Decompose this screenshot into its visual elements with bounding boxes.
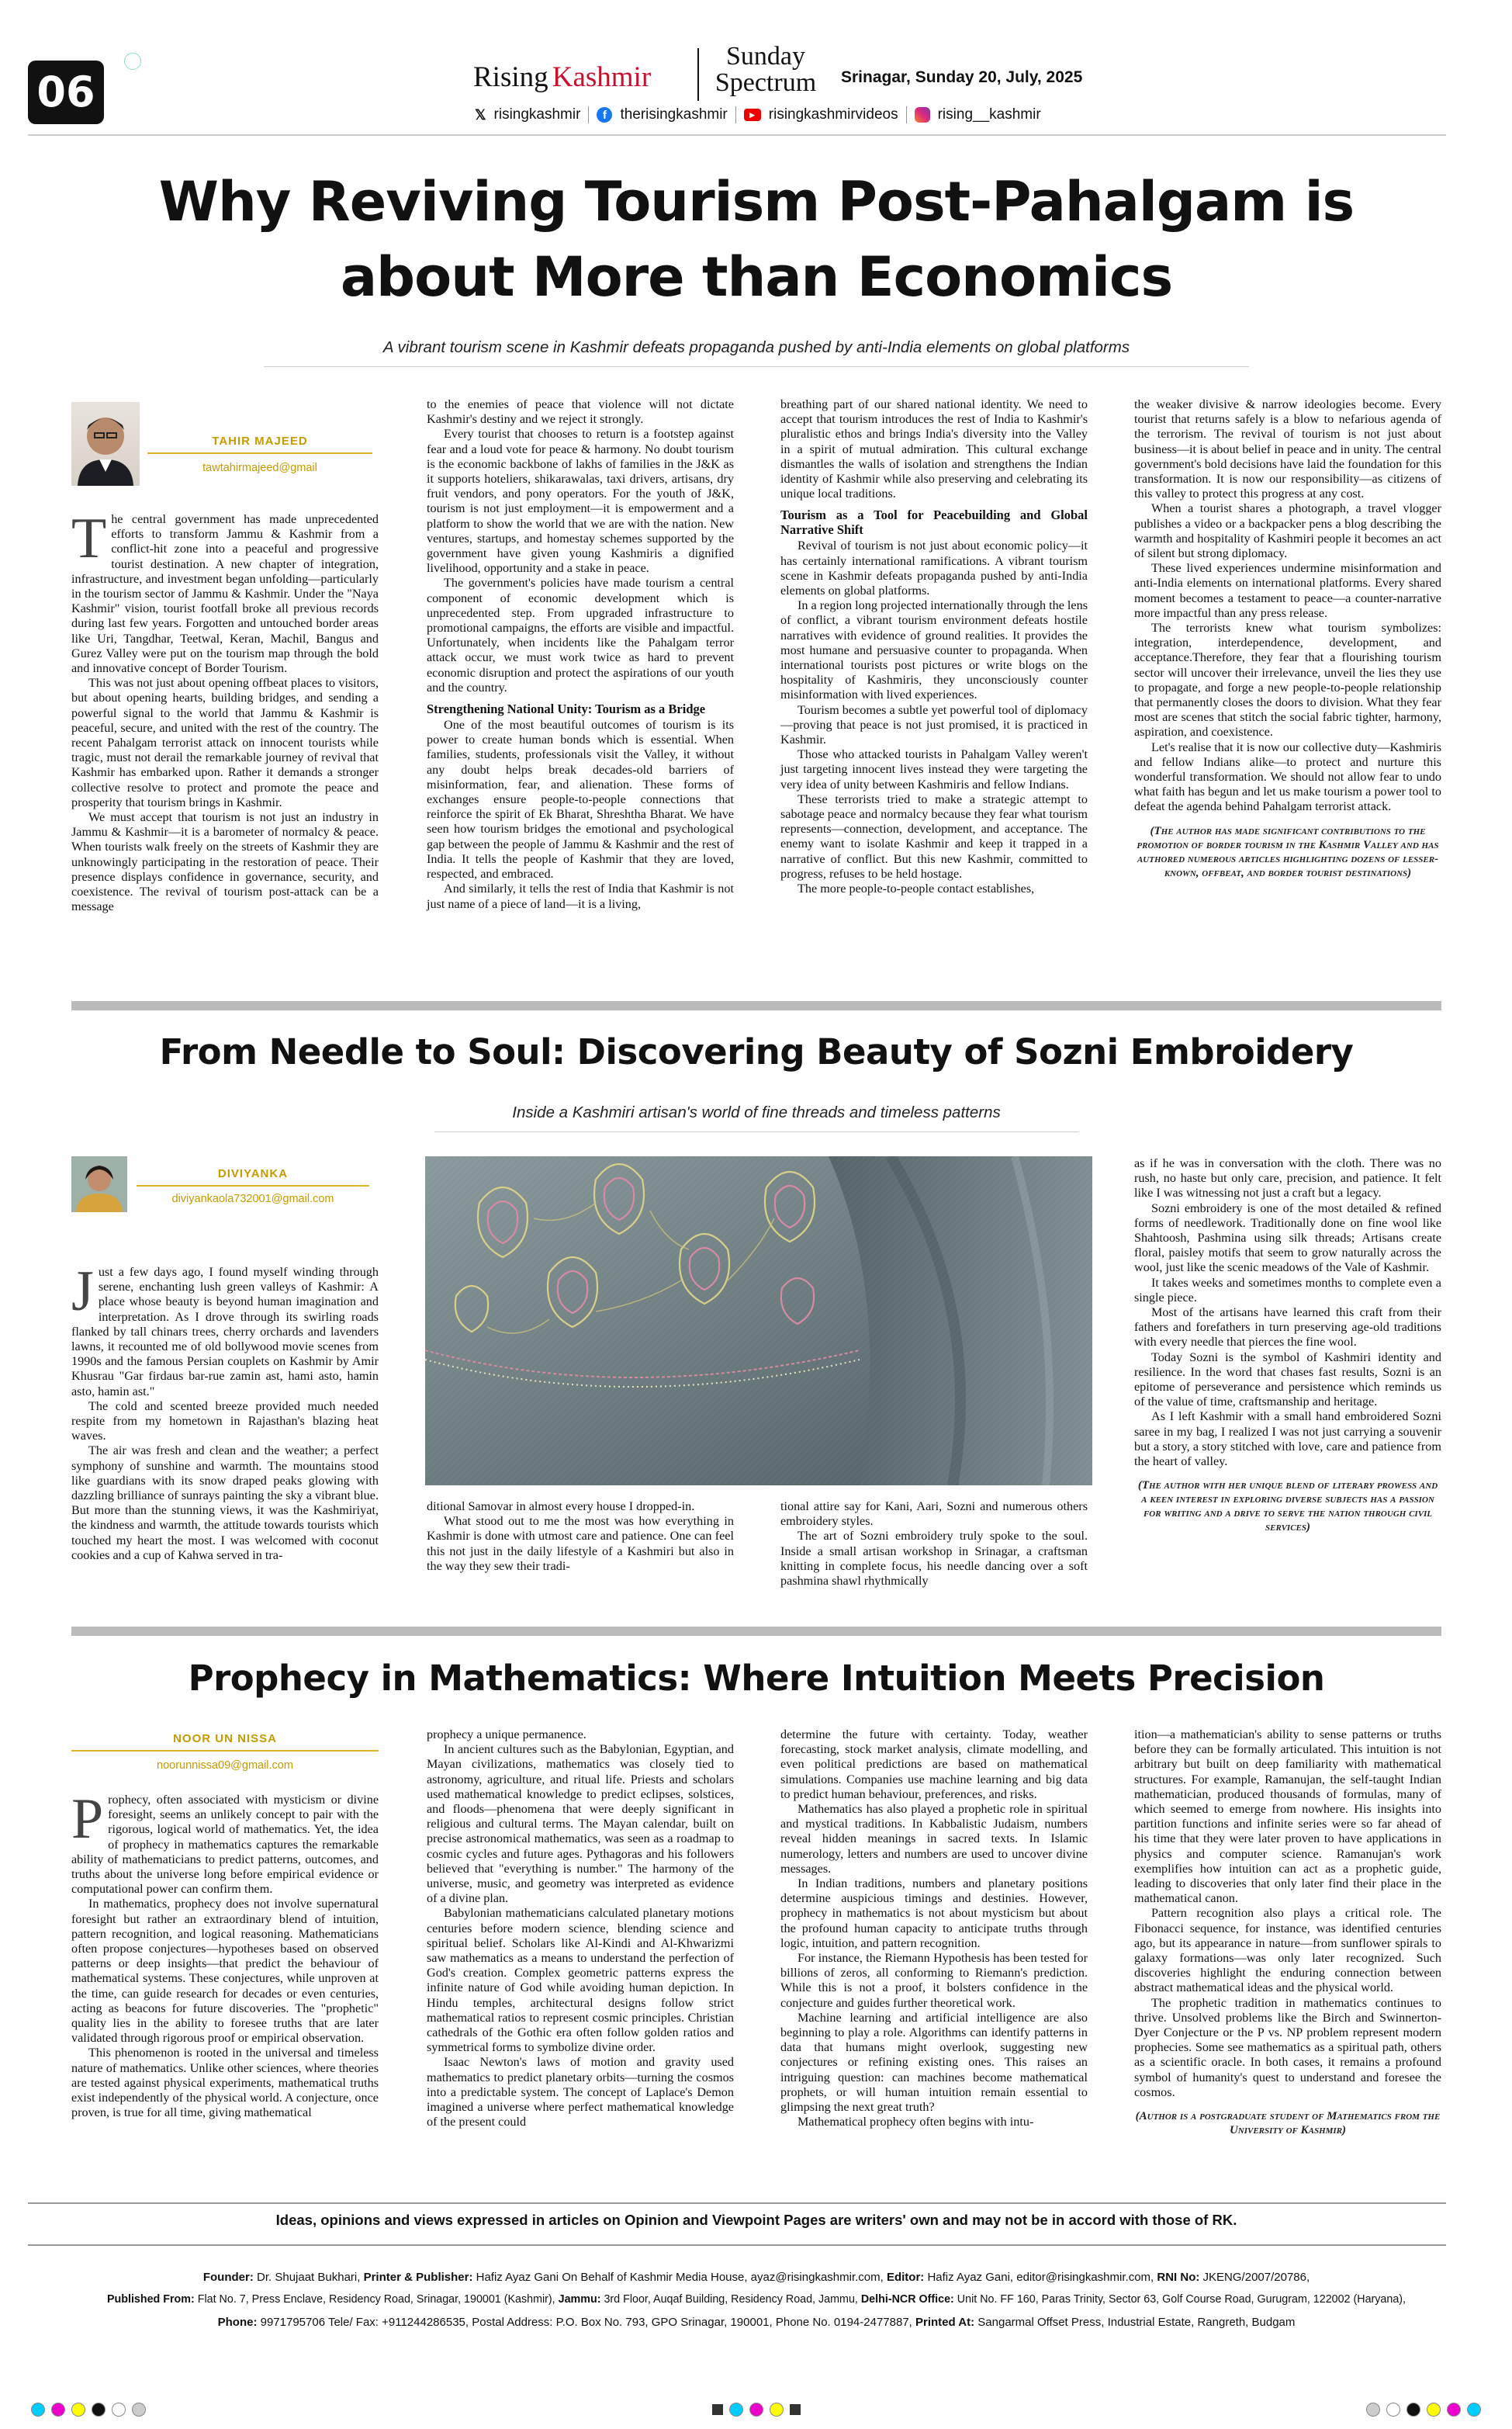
- article3-author-name: NOOR UN NISSA: [173, 1732, 277, 1745]
- registration-dot: [729, 2403, 743, 2417]
- social-divider: [588, 106, 589, 123]
- edition-top: Sunday: [726, 42, 805, 71]
- article1-author-email[interactable]: tawtahirmajeed@gmail: [202, 462, 317, 474]
- registration-dot: [132, 2403, 146, 2417]
- facebook-icon: f: [597, 107, 612, 123]
- article1-author-name: TAHIR MAJEED: [212, 435, 308, 448]
- social-handle-instagram[interactable]: rising__kashmir: [937, 106, 1041, 123]
- registration-dot: [1467, 2403, 1481, 2417]
- article1-paragraph: One of the most beautiful outcomes of tourism is its power to create human bonds which is essential. When families, students, professionals visit the Valley, it without any doubt helps break decades-old barriers of misinformation, fear, and alienation. These forms of exchanges ensure people-to-people connections that reinforce the spirit of Ek Bharat, Shreshtha Bharat. We have seen how tourism bridges the emotional and psychological gap between the people of Jammu & Kashmir and the rest of India. It tells the people of Kashmir that they are loved, respected, and embraced.: [427, 718, 734, 882]
- color-bar-left: [31, 2403, 146, 2417]
- article2-headline: From Needle to Soul: Discovering Beauty of Sozni Embroidery: [159, 1031, 1354, 1072]
- registration-square: [712, 2404, 723, 2415]
- article2-column-3: [780, 1499, 1088, 1589]
- article1-paragraph: breathing part of our shared national identity. We need to accept that tourism introduces the rest of India to Kashmir's pluralistic ethos and brings India's diversity into the Valley in a spirit of mutual admiration. This cultural exchange dismantles the walls of isolation and strengthens the Indian identity of Kashmir while also preserving and celebrating its unique local traditions.: [780, 397, 1088, 501]
- imprint-line-2: [28, 2289, 1485, 2311]
- article1-paragraph: The government's policies have made tourism a central component of economic development which is unprecedented step. From upgraded infrastructure to promotional campaigns, the efforts are visible and impactful. Unfortunately, when incidents like the Pahalgam terror attack occur, we must work twice as hard to prevent economic disruption and protect the aspirations of our youth and the country.: [427, 576, 734, 695]
- imprint-text: 9971795706 Tele/ Fax: +911244286535, Postal Address: P.O. Box No. 793, GPO Srinagar, 190001, Phone No. 0194-2477887,: [260, 2316, 912, 2329]
- print-registration-strip: [0, 2401, 1512, 2418]
- article2-paragraph: The art of Sozni embroidery truly spoke to the soul. Inside a small artisan workshop in Srinagar, a craftsman knitting in complete focus, his needle dancing over a soft pashmina shawl rhythmically: [780, 1529, 1088, 1589]
- article3-column-1: [71, 1787, 379, 2120]
- social-handle-x[interactable]: risingkashmir: [493, 106, 581, 123]
- article3-author-rule: [71, 1750, 379, 1752]
- registration-dot: [51, 2403, 65, 2417]
- x-icon: 𝕏: [475, 106, 486, 123]
- imprint-label: Founder:: [202, 2271, 254, 2284]
- article2-paragraph: The air was fresh and clean and the weather; a perfect symphony of sunshine and warmth. The mountains stood like guardians with its snow draped peaks glowing with dazzling brilliance of sunrays painting the sky a vibrant blue. But more than the stunning views, it was the Kashmiriyat, the kindness and warmth, the attitude towards tourists which touched my heart the most. I was welcomed with coconut cookies and a cup of Kahwa served in tra-: [71, 1443, 379, 1562]
- article2-author-photo: [71, 1156, 127, 1212]
- imprint-label: Printer & Publisher:: [363, 2271, 473, 2284]
- social-handle-youtube[interactable]: risingkashmirvideos: [768, 106, 898, 123]
- article3-column-2: [427, 1727, 734, 2129]
- social-divider: [906, 106, 907, 123]
- article3-paragraph: The prophetic tradition in mathematics continues to thrive. Unsolved problems like the Birch and Swinnerton-Dyer Conjecture or the P vs. NP problem represent modern prophecies. Some see mathematics as a spiritual path, others as a scientific oracle. In both cases, it remains a profound symbol of humanity's quest to understand and foresee the cosmos.: [1134, 1995, 1441, 2099]
- imprint-label: Phone:: [217, 2316, 258, 2329]
- article1-paragraph: Those who attacked tourists in Pahalgam Valley weren't just targeting innocent lives instead they were targeting the very idea of unity between Kashmiris and fellow Indians.: [780, 747, 1088, 792]
- article2-paragraph: Most of the artisans have learned this craft from their fathers and forefathers in turn preserving age-old traditions with every needle that pierces the fine wool.: [1134, 1305, 1441, 1350]
- imprint-label: Editor:: [886, 2271, 925, 2284]
- article3-paragraph: This phenomenon is rooted in the universal and timeless nature of mathematics. Unlike other sciences, where theories are tested against physical experiments, mathematical truths exist independently of the physical world. A conjecture, once proven, is true for all time, giving mathematical: [71, 2046, 379, 2120]
- article2-paragraph: as if he was in conversation with the cloth. There was no rush, no haste but only care, precision, and patience. It felt like I was witnessing not just a craft but a legacy.: [1134, 1156, 1441, 1201]
- brand-divider: [697, 48, 699, 101]
- article2-paragraph: As I left Kashmir with a small hand embroidered Sozni saree in my bag, I realized I was not just carrying a souvenir but a story, a story stitched with love, care and patience from the heart of valley.: [1134, 1409, 1441, 1469]
- article2-paragraph: It takes weeks and sometimes months to complete even a single piece.: [1134, 1275, 1441, 1305]
- article1-paragraph: The more people-to-people contact establishes,: [798, 882, 1035, 896]
- article2-paragraph: tional attire say for Kani, Aari, Sozni and numerous others embroidery styles.: [780, 1499, 1088, 1529]
- article2-paragraph: What stood out to me the most was how everything in Kashmir is done with utmost care and patience. One can feel this not just in the daily lifestyle of a Kashmiri but also in the way they sew their tradi-: [427, 1514, 734, 1573]
- registration-dot: [1447, 2403, 1461, 2417]
- article2-column-2: [427, 1499, 734, 1574]
- article3-paragraph: Babylonian mathematicians calculated planetary motions centuries before modern science, blending science and spiritual belief. Scholars like Al-Kindi and Al-Khwarizmi saw mathematics as a means to understand the perfection of God's creation. Complex geometric patterns express the infinite nature of God while avoiding human depiction. In Hindu temples, architectural designs follow strict mathematical ratios to represent cosmic principles. Christian cathedrals of the Gothic era often follow golden ratios and symmetrical forms to symbolize divine order.: [427, 1906, 734, 2055]
- article1-paragraph: In a region long projected internationally through the lens of conflict, a vibrant tourism environment defeats hostile narratives with evidence of ground realities. It provides the most humane and persuasive counter to propaganda. When international tourists post pictures or write blogs on the hospitality of Kashmiris, they unconsciously counter misinformation with lived experiences.: [780, 598, 1088, 702]
- article1-subheading: Tourism as a Tool for Peacebuilding and Global Narrative Shift: [780, 508, 1088, 538]
- article1-subheading: Strengthening National Unity: Tourism as a Bridge: [427, 702, 706, 717]
- imprint-label: Delhi-NCR Office:: [860, 2293, 954, 2306]
- youtube-icon: ▶: [744, 109, 761, 121]
- article1-title-line1: Why Reviving Tourism Post-Pahalgam is: [158, 170, 1355, 234]
- registration-mark: [124, 53, 141, 70]
- imprint: [28, 2266, 1485, 2334]
- article1-paragraph: These terrorists tried to make a strategic attempt to sabotage peace and normalcy because they fear what tourism represents—connection, development, and acceptance. The enemy want to isolate Kashmir and keep it trapped in a narrative of conflict. But this new Kashmir, committed to progress, refuses to be held hostage.: [780, 792, 1088, 881]
- article2-column-1: [71, 1260, 379, 1563]
- article1-column-4: [1134, 397, 1441, 880]
- section-separator: [71, 1627, 1441, 1636]
- article3-paragraph: For instance, the Riemann Hypothesis has been tested for billions of zeros, all conforming to Riemann's prediction. While this is not a proof, it bolsters confidence in the conjecture and guides further theoretical work.: [780, 1951, 1088, 2010]
- article1-paragraph: This was not just about opening offbeat places to visitors, but about opening hearts, building bridges, and sending a powerful signal to the world that Jammu & Kashmir is peaceful, secure, and united with the rest of the country. The recent Pahalgam terrorist attack on innocent tourists while tragic, must not derail the remarkable journey of revival that Kashmir has embarked upon. Rather it demands a stronger collective resolve to protect and promote the peace and prosperity that tourism brings in Kashmir.: [71, 676, 379, 809]
- imprint-text: Hafiz Ayaz Gani On Behalf of Kashmir Media House, ayaz@risingkashmir.com,: [476, 2271, 884, 2284]
- article3-paragraph: Mathematics has also played a prophetic role in spiritual and mystical traditions. In Kabbalistic Judaism, numbers reveal hidden meanings in sacred texts. In Islamic numerology, letters and numbers are used to uncover divine messages.: [780, 1802, 1088, 1876]
- article1-column-3: [780, 397, 1088, 896]
- article1-dek-rule: [264, 366, 1249, 367]
- article3-paragraph: In mathematics, prophecy does not involve supernatural foresight but rather an extraordinary blend of intuition, pattern recognition, and logical reasoning. Mathematicians often propose conjectures—hypotheses based on observed patterns or deep insights—that predict the behaviour of mathematical systems. These conjectures, while unproven at the time, can guide research for decades or even centuries, acting as beacons for future discoveries. The "prophetic" quality lies in the ability to foresee truths that are later validated through rigorous proof or empirical observation.: [71, 1897, 379, 2046]
- registration-dot: [92, 2403, 106, 2417]
- article1-paragraph: When a tourist shares a photograph, a travel vlogger publishes a video or a backpacker pens a blog describing the warmth and hospitality of Kashmiri people it becomes an act of silent but strong diplomacy.: [1134, 501, 1441, 561]
- imprint-text: Unit No. FF 160, Paras Trinity, Sector 63, Golf Course Road, Gurugram, 122002 (Haryana),: [957, 2293, 1406, 2306]
- article3-paragraph: ition—a mathematician's ability to sense patterns or truths before they can be formally articulated. This intuition is not arbitrary but built on deep familiarity with mathematical structures. For example, Ramanujan, the self-taught Indian mathematician, produced thousands of formulas, many of which seemed to emerge from nowhere. His insights into partition functions and infinite series were so far ahead of his time that they were later proven to have applications in physics and computer science. Ramanujan's work exemplifies how intuition can act as a prophetic guide, leading to discoveries that only later find their place in the mathematical canon.: [1134, 1727, 1441, 1906]
- registration-dot: [1427, 2403, 1441, 2417]
- article1-paragraph: the weaker divisive & narrow ideologies become. Every tourist that returns safely is a blow to nefarious agenda of the terrorism. The revival of tourism is not just about business—it is about belief in peace and in unity. The central government's bold decisions have laid the foundation for this transformation. It is now our responsibility—as citizens of this valley to protect this progress at any cost.: [1134, 397, 1441, 501]
- article3-column-4: [1134, 1727, 1441, 2137]
- registration-dot: [112, 2403, 126, 2417]
- article1-author-photo: [71, 402, 140, 486]
- registration-dot: [31, 2403, 45, 2417]
- article1-author-note: (The author has made significant contributions to the promotion of border tourism in the Kashmir Valley and has authored numerous articles highlighting dozens of lesser-known, offbeat, and border tourist destinations): [1137, 824, 1439, 879]
- registration-dot: [770, 2403, 784, 2417]
- imprint-text: JKENG/2007/20786,: [1202, 2271, 1310, 2284]
- article1-column-2: [427, 397, 734, 912]
- article3-paragraph: Mathematical prophecy often begins with intu-: [798, 2115, 1034, 2129]
- article2-author-note: (The author with her unique blend of literary prowess and a keen interest in exploring diverse subjects has a passion for writing and a drive to serve the nation through civil services): [1137, 1479, 1438, 1534]
- imprint-label: RNI No:: [1157, 2271, 1200, 2284]
- edition-bottom: Spectrum: [714, 68, 817, 97]
- article3-paragraph: In Indian traditions, numbers and planetary positions determine auspicious timings and destinies. However, prophecy in mathematics is not about mysticism but about the profound human capacity to anticipate truths through logic, intuition, and pattern recognition.: [780, 1876, 1088, 1950]
- article3-author-email[interactable]: noorunnissa09@gmail.com: [157, 1759, 293, 1772]
- article1-column-1: [71, 507, 379, 914]
- article3-paragraph: Machine learning and artificial intelligence are also beginning to play a role. Algorithms can identify patterns in data that humans might overlook, suggesting new conjectures or refining existing ones. This raises an intriguing question: can machines become mathematical prophets, or will human intuition remain essential to glimpsing the next great truth?: [780, 2010, 1088, 2115]
- article3-headline: Prophecy in Mathematics: Where Intuition Meets Precision: [188, 1658, 1325, 1699]
- social-handle-facebook[interactable]: therisingkashmir: [620, 106, 728, 123]
- article3-paragraph: In ancient cultures such as the Babylonian, Egyptian, and Mayan civilizations, mathematics was closely tied to astronomy, agriculture, and ritual life. Priests and scholars used mathematical knowledge to predict eclipses, solstices, and floods—phenomena that were deeply significant in religious and cultural terms. The Mayan calendar, built on precise astronomical mathematics, was seen as a roadmap to cosmic cycles and future ages. Pythagoras and his followers believed that "everything is number." The harmony of the universe, music, and geometry was interpreted as evidence of a divine plan.: [427, 1742, 734, 1906]
- registration-dot: [1386, 2403, 1400, 2417]
- article1-paragraph: These lived experiences undermine misinformation and anti-India elements on international platforms. Every shared moment becomes a testament to peace—a counter-narrative more impactful than any press release.: [1134, 561, 1441, 620]
- article1-dek: A vibrant tourism scene in Kashmir defeats propaganda pushed by anti-India elements on global platforms: [382, 338, 1130, 356]
- article1-paragraph: We must accept that tourism is not just an industry in Jammu & Kashmir—it is a barometer of normalcy & peace. When tourists walk freely on the streets of Kashmir they are unknowingly participating in the restoration of peace. Their presence displays confidence in governance, security, and coexistence. The revival of tourism post-attack can be a message: [71, 810, 379, 914]
- imprint-text: Dr. Shujaat Bukhari,: [257, 2271, 361, 2284]
- section-separator: [71, 1001, 1441, 1010]
- brand-kashmir: Kashmir: [552, 61, 652, 93]
- registration-dot: [71, 2403, 85, 2417]
- registration-dot: [1406, 2403, 1420, 2417]
- imprint-line-1: [28, 2266, 1485, 2289]
- article1-title-line2: about More than Economics: [340, 245, 1173, 309]
- brand-rising: Rising: [473, 61, 548, 93]
- article2-author-email[interactable]: diviyankaola732001@gmail.com: [171, 1193, 334, 1205]
- article1-paragraph: Let's realise that it is now our collective duty—Kashmiris and fellow Indians alike—to protect and nurture this wonderful transformation. We should not allow fear to undo what faith has begun and let us make tourism a power tool to defeat the agenda behind Pahalgam terrorist attack.: [1134, 740, 1441, 814]
- article1-paragraph: Every tourist that chooses to return is a footstep against fear and a loud vote for peace & harmony. No doubt tourism is the economic backbone of lakhs of families in the J&K as it supports hoteliers, shikarawalas, taxi drivers, artisans, dry fruit vendors, and pony operators. For the youth of J&K, tourism is not just employment—it is empowerment and a platform to show the world that we are with the nation. New ventures, startups, and homestay schemes supported by the government have given young Kashmiris a dignified livelihood, opportunity and a stake in peace.: [427, 427, 734, 576]
- color-bar-right: [1366, 2403, 1481, 2417]
- registration-dot: [749, 2403, 763, 2417]
- instagram-icon: [915, 107, 930, 123]
- imprint-text: Flat No. 7, Press Enclave, Residency Road, Srinagar, 190001 (Kashmir),: [197, 2293, 555, 2306]
- masthead-rule: [28, 134, 1446, 136]
- article1-paragraph: And similarly, it tells the rest of India that Kashmir is not just name of a piece of land—it is a living,: [427, 882, 734, 911]
- article3-author-box: [71, 1732, 379, 1772]
- article3-paragraph: prophecy a unique permanence.: [427, 1727, 586, 1741]
- article2-paragraph: Sozni embroidery is one of the most detailed & refined forms of needlework. Traditionally done on fine wool like Shahtoosh, Pashmina using silk threads; Artisans create floral, paisley motifs that seem to grow naturally across the wool, just like the scenic meadows of the Vale of Kashmir.: [1134, 1201, 1441, 1275]
- article3-paragraph: Pattern recognition also plays a critical role. The Fibonacci sequence, for instance, was identified centuries ago, but its appearance in nature—from sunflower spirals to galaxy formations—was only later recognized. Such discoveries highlight the enduring connection between abstract mathematical ideas and the physical world.: [1134, 1906, 1441, 1995]
- article3-author-note: (Author is a postgraduate student of Mathematics from the University of Kashmir): [1135, 2110, 1441, 2137]
- sozni-embroidery-photo: [425, 1156, 1092, 1485]
- article1-paragraph: to the enemies of peace that violence will not dictate Kashmir's destiny and we reject it strongly.: [427, 397, 734, 427]
- article2-author-rule: [137, 1185, 369, 1187]
- article2-paragraph: Today Sozni is the symbol of Kashmiri identity and resilience. In the word that chases fast results, Sozni is an epitome of perseverance and persistence which reminds us of the value of time, craftsmanship and heritage.: [1134, 1350, 1441, 1409]
- social-divider: [735, 106, 736, 123]
- article1-paragraph: Tourism becomes a subtle yet powerful tool of diplomacy—proving that peace is not just promised, it is practiced in Kashmir.: [780, 702, 1088, 747]
- imprint-line-3: [28, 2311, 1485, 2334]
- article2-author-box: [137, 1167, 369, 1205]
- article3-paragraph: determine the future with certainty. Today, weather forecasting, stock market analysis, climate modelling, and even political predictions are based on mathematical simulations. Companies use machine learning and big data to predict human behaviour, preferences, and risks.: [780, 1727, 1088, 1801]
- imprint-text: Sangarmal Offset Press, Industrial Estate, Rangreth, Budgam: [977, 2316, 1296, 2329]
- article2-paragraph: The cold and scented breeze provided much needed respite from my hometown in Rajasthan's blazing heat waves.: [71, 1398, 379, 1443]
- article2-column-4: [1134, 1156, 1441, 1534]
- article1-paragraph: The terrorists knew what tourism symbolizes: integration, interdependence, development, and acceptance.Therefore, they fear that a flourishing tourism sector will uncover their irrelevance, unveil the lies they use to propagate, and forge a new people-to-people relationship that permanently closes the doors to division. What they fear most are scenes that stitch the social fabric tighter, harmony, aspiration, and coexistence.: [1134, 621, 1441, 740]
- article3-column-3: [780, 1727, 1088, 2129]
- article3-paragraph: Prophecy, often associated with mysticism or divine foresight, seems an unlikely concept to pair with the rigorous, logical world of mathematics. Yet, the idea of prophecy in mathematics captures the remarkable ability of mathematicians to predict patterns, outcomes, and truths about the universe long before empirical evidence or computational power can confirm them.: [71, 1787, 379, 1897]
- brand-logo: [473, 61, 651, 96]
- edition-title: [708, 43, 824, 96]
- registration-square: [790, 2404, 801, 2415]
- disclaimer: Ideas, opinions and views expressed in articles on Opinion and Viewpoint Pages are writers' own and may not be in accord with those of RK.: [275, 2212, 1237, 2228]
- dateline: Srinagar, Sunday 20, July, 2025: [841, 68, 1083, 86]
- article2-dek: Inside a Kashmiri artisan's world of fine threads and timeless patterns: [512, 1104, 1001, 1121]
- article2-paragraph: ditional Samovar in almost every house I dropped-in.: [427, 1499, 695, 1513]
- imprint-label: Printed At:: [915, 2316, 975, 2329]
- registration-dot: [1366, 2403, 1380, 2417]
- article3-paragraph: Isaac Newton's laws of motion and gravity used mathematics to predict planetary orbits—turning the cosmos into a predictable system. The concept of Laplace's Demon imagined a universe where perfect mathematical knowledge of the present could: [427, 2055, 734, 2129]
- social-bar: [475, 103, 1041, 126]
- imprint-label: Published From:: [106, 2293, 195, 2306]
- article1-author-box: [147, 435, 372, 474]
- article1-paragraph: Revival of tourism is not just about economic policy—it has certainly international ramifications. A vibrant tourism scene in Kashmir defeats propaganda pushed by anti-India elements on global platforms.: [780, 539, 1088, 598]
- article1-headline: [47, 165, 1466, 315]
- imprint-label: Jammu:: [558, 2293, 601, 2306]
- article1-paragraph: The central government has made unprecedented efforts to transform Jammu & Kashmir from a conflict-hit zone into a peaceful and progressive tourist destination. A new chapter of integration, infrastructure, and investment began unfolding—particularly in the tourism sector of Jammu & Kashmir. Under the "Naya Kashmir" vision, tourist footfall broke all previous records during last few years. Forgotten and untouched border areas like Uri, Tangdhar, Teetwal, Keran, Machil, Bangus and Gurez Valley were put on the tourism map through the bold and innovative concept of Border Tourism.: [71, 507, 379, 676]
- footer-top-rule: [28, 2202, 1446, 2204]
- footer-mid-rule: [28, 2244, 1446, 2246]
- masthead: [0, 0, 1512, 140]
- imprint-text: Hafiz Ayaz Gani, editor@risingkashmir.com,: [927, 2271, 1154, 2284]
- article2-author-name: DIVIYANKA: [217, 1167, 289, 1180]
- article2-dek-rule: [434, 1131, 1078, 1132]
- imprint-text: 3rd Floor, Auqaf Building, Residency Road, Jammu,: [604, 2293, 858, 2306]
- article1-author-rule: [147, 452, 372, 454]
- article2-paragraph: Just a few days ago, I found myself winding through serene, enchanting lush green valleys of Kashmir: A place whose beauty is beyond human imagination and interpretation. As I drove through its swirling roads flanked by tall chinars trees, cherry orchards and lavenders lawns, it recounted me of old bollywood movie scenes from 1990s and the famous Persian couplets on Kashmir by Amir Khusrau "Gar firdaus bar-rue zamin ast, hami asto, hamin asto, hamin ast.": [71, 1260, 379, 1398]
- page-number: 06: [28, 61, 104, 124]
- color-bar-mid: [712, 2403, 801, 2417]
